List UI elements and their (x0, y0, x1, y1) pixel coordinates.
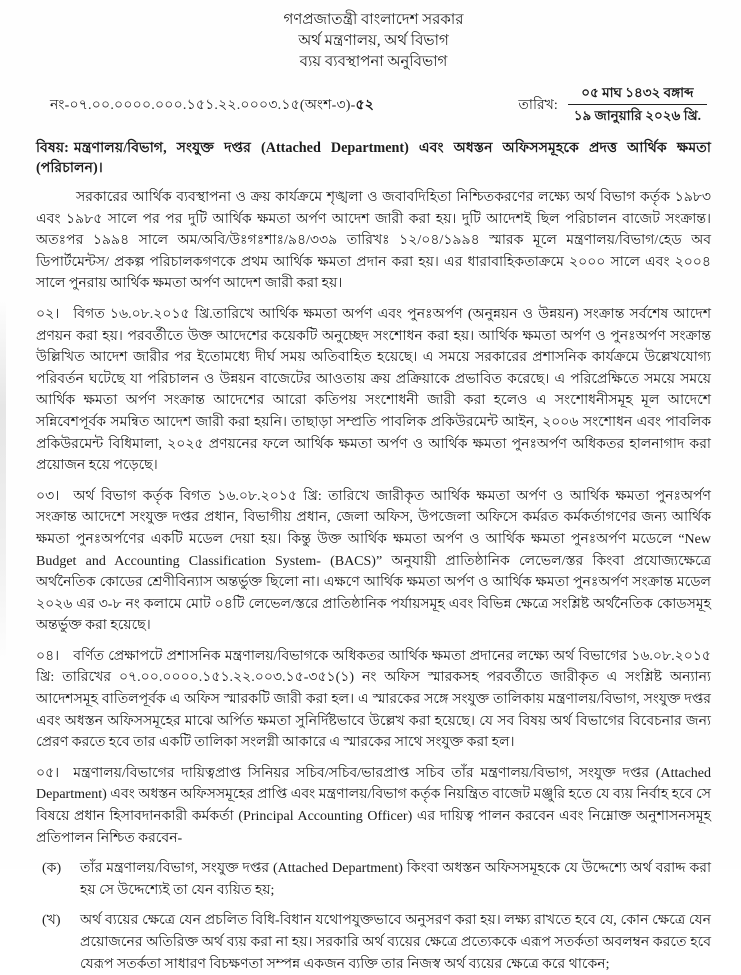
paragraph-03-number: ০৩। (36, 488, 60, 504)
memo-number-prefix: নং-০৭.০০.০০০০.০০০.১৫১.২২.০০০৩.১৫(অংশ-৩)- (50, 97, 356, 113)
paragraph-05 (36, 763, 711, 849)
paragraph-03 (36, 486, 711, 637)
date-fraction (568, 83, 707, 126)
date-gregorian: ১৯ জানুয়ারি ২০২৬ খ্রি. (573, 108, 701, 123)
paragraph-02-text: বিগত ১৬.০৮.২০১৫ খ্রি.তারিখে আর্থিক ক্ষমতা অর্পণ এবং পুনঃঅর্পণ (অনুন্নয়ন ও উন্নয়ন) সংক্রান্ত সর্বশেষ আদেশ প্রণয়ন করা হয়। পরবর্তীতে উক্ত আদেশের কয়েকটি অনুচ্ছেদ সংশোধন করা হয়। আর্থিক ক্ষমতা অর্পণ ও পুনঃঅর্পণ সংক্রান্ত উল্লিখিত আদেশ জারীর পর ইতোমধ্যে দীর্ঘ সময় অতিবাহিত হয়েছে। এ সময়ে সরকারের প্রশাসনিক কার্যক্রমে উল্লেখযোগ্য পরিবর্তন ঘটেছে যা পরিচালন ও উন্নয়ন বাজেটের আওতায় ক্রয় প্রক্রিয়াকে প্রভাবিত করেছে। এ পরিপ্রেক্ষিতে সময়ে সময়ে আর্থিক ক্ষমতা অর্পণ সংক্রান্ত আদেশের আরো কতিপয় সংশোধনী জারী করা হলেও এ সংশোধনীসমূহ মূল আদেশে সন্নিবেশপূর্বক সমন্বিত আদেশ জারী করা হয়নি। তাছাড়া সম্প্রতি পাবলিক প্রকিউরমেন্ট আইন, ২০০৬ সংশোধন এবং পাবলিক প্রকিউরমেন্ট বিধিমালা, ২০২৫ প্রণয়নের ফলে আর্থিক ক্ষমতা অর্পণ ও আর্থিক ক্ষমতা পুনঃঅর্পণ অধিকতর হালনাগাদ করা প্রয়োজন হয়ে পড়েছে। (36, 306, 711, 474)
paragraph-05-text: মন্ত্রণালয়/বিভাগের দায়িত্বপ্রাপ্ত সিনিয়র সচিব/সচিব/ভারপ্রাপ্ত সচিব তাঁর মন্ত্রণালয়/বিভাগ, সংযুক্ত দপ্তর (Attached Department) এবং অধস্তন অফিসসমূহের প্রাপ্তি এবং মন্ত্রণালয়/বিভাগ কর্তৃক নিয়ন্ত্রিত বাজেট মঞ্জুরি হতে যে ব্যয় নির্বাহ হবে সে বিষয়ে প্রধান হিসাবদানকারী কর্মকর্তা (Principal Accounting Officer) এর দায়িত্ব পালন করবেন এবং নিম্নোক্ত অনুশাসনসমূহ প্রতিপালন নিশ্চিত করবেন- (36, 765, 711, 846)
paragraph-05-number: ০৫। (36, 765, 60, 781)
date-block (518, 83, 711, 126)
subject-line (36, 138, 711, 178)
memo-number-suffix: ৫২ (355, 97, 375, 113)
subject-label: বিষয়: (36, 140, 69, 156)
subject-text: মন্ত্রণালয়/বিভাগ, সংযুক্ত দপ্তর (Attached Department) এবং অধস্তন অফিসসমূহকে প্রদত্ত আর্থিক ক্ষমতা (পরিচালন)। (36, 140, 711, 176)
date-label: তারিখ: (518, 97, 558, 113)
paragraph-04 (36, 646, 711, 754)
clause-ka (36, 858, 711, 901)
clause-ka-label: (ক) (42, 861, 62, 877)
clause-kha-label: (খ) (42, 913, 61, 929)
paragraph-04-text: বর্ণিত প্রেক্ষাপটে প্রশাসনিক মন্ত্রণালয়/বিভাগকে অধিকতর আর্থিক ক্ষমতা প্রদানের লক্ষ্যে অর্থ বিভাগের ১৬.০৮.২০১৫ খ্রি: তারিখের ০৭.০০.০০০০.১৫১.২২.০০৩.১৫-৩৫১(১) নং অফিস স্মারকসহ পরবর্তীতে জারীকৃত এ সংশ্লিষ্ট অন্যান্য আদেশসমূহ বাতিলপূর্বক এ অফিস স্মারকটি জারী করা হল। এ স্মারকের সঙ্গে সংযুক্ত তালিকায় মন্ত্রণালয়/বিভাগ, সংযুক্ত দপ্তর এবং অধস্তন অফিসসমূহের মাঝে অর্পিত ক্ষমতা সুনির্দিষ্টভাবে উল্লেখ করা হয়েছে। যে সব বিষয় অর্থ বিভাগের বিবেচনার জন্য প্রেরণ করতে হবে তার একটি তালিকা সংলগ্নী আকারে এ স্মারকের সাথে সংযুক্ত করা হল। (36, 648, 711, 751)
letterhead (36, 6, 711, 73)
memo-number (36, 93, 374, 117)
memo-header-row (36, 83, 711, 126)
paragraph-01 (36, 187, 711, 295)
government-name: গণপ্রজাতন্ত্রী বাংলাদেশ সরকার (283, 12, 464, 28)
date-bangla-calendar: ০৫ মাঘ ১৪৩২ বঙ্গাব্দ (568, 83, 707, 105)
paragraph-04-number: ০৪। (36, 648, 60, 664)
paragraph-03-text: অর্থ বিভাগ কর্তৃক বিগত ১৬.০৮.২০১৫ খ্রি: তারিখে জারীকৃত আর্থিক ক্ষমতা অর্পণ ও আর্থিক ক্ষমতা পুনঃঅর্পণ সংক্রান্ত আদেশে সংযুক্ত দপ্তর প্রধান, বিভাগীয় প্রধান, জেলা অফিস, উপজেলা অফিসে কর্মরত কর্মকর্তাগণের জন্য আর্থিক ক্ষমতা পুনঃঅর্পণের একটি মডেল দেয়া হয়। কিন্তু উক্ত আর্থিক ক্ষমতা অর্পণ ও আর্থিক ক্ষমতা পুনঃঅর্পণ মডেলে “New Budget and Accounting Classification System- (BACS)” অনুযায়ী প্রাতিষ্ঠানিক লেভেল/স্তর কিংবা প্রযোজ্যক্ষেত্রে অর্থনৈতিক কোডের শ্রেণীবিন্যাস অন্তর্ভুক্ত ছিলো না। এক্ষণে আর্থিক ক্ষমতা অর্পণ ও আর্থিক ক্ষমতা পুনঃঅর্পণ সংক্রান্ত মডেল ২০২৬ এর ৩-৮ নং কলামে মোট ০৪টি লেভেল/স্তরে প্রাতিষ্ঠানিক পর্যায়সমূহ এবং বিভিন্ন ক্ষেত্রে সংশ্লিষ্ট অর্থনৈতিক কোডসমূহ অন্তর্ভুক্ত করা হয়েছে। (36, 488, 711, 634)
wing-name: ব্যয় ব্যবস্থাপনা অনুবিভাগ (299, 54, 448, 70)
ministry-name: অর্থ মন্ত্রণালয়, অর্থ বিভাগ (298, 33, 449, 49)
paragraph-02 (36, 304, 711, 477)
clause-kha-text: অর্থ ব্যয়ের ক্ষেত্রে যেন প্রচলিত বিধি-বিধান যথোপযুক্তভাবে অনুসরণ করা হয়। লক্ষ্য রাখতে হবে যে, কোন ক্ষেত্রে যেন প্রয়োজনের অতিরিক্ত অর্থ ব্যয় করা না হয়। সরকারি অর্থ ব্যয়ের ক্ষেত্রে প্রত্যেককে এরূপ সতর্কতা অবলম্বন করতে হবে যেরূপ সতর্কতা সাধারণ বিচক্ষণতা সম্পন্ন একজন ব্যক্তি তার নিজস্ব অর্থ ব্যয়ের ক্ষেত্রে করে থাকেন; (80, 913, 711, 972)
clause-kha (36, 910, 711, 975)
paragraph-02-number: ০২। (36, 306, 60, 322)
clause-ka-text: তাঁর মন্ত্রণালয়/বিভাগ, সংযুক্ত দপ্তর (Attached Department) কিংবা অধস্তন অফিসসমূহকে যে উদ্দেশ্যে অর্থ বরাদ্দ করা হয় সে উদ্দেশ্যেই তা যেন ব্যয়িত হয়; (80, 861, 711, 898)
paragraph-01-text: সরকারের আর্থিক ব্যবস্থাপনা ও ক্রয় কার্যক্রমে শৃঙ্খলা ও জবাবদিহিতা নিশ্চিতকরণের লক্ষ্যে অর্থ বিভাগ কর্তৃক ১৯৮৩ এবং ১৯৮৫ সালে পর পর দুটি আর্থিক ক্ষমতা অর্পণ আদেশ জারী করা হয়। দুটি আদেশই ছিল পরিচালন বাজেট সংক্রান্ত। অতঃপর ১৯৯৪ সালে অম/অবি/উঃগঃশাঃ/৯৪/৩৩৯ তারিখঃ ১২/০৪/১৯৯৪ স্মারক মূলে মন্ত্রণালয়/বিভাগ/হেড অব ডিপার্টমেন্টস/ প্রকল্প পরিচালকগণকে প্রথম আর্থিক ক্ষমতা প্রদান করা হয়। এর ধারাবাহিকতাক্রমে ২০০০ সালে এবং ২০০৪ সালে পুনরায় আর্থিক ক্ষমতা অর্পণ আদেশ জারী করা হয়। (36, 190, 711, 292)
